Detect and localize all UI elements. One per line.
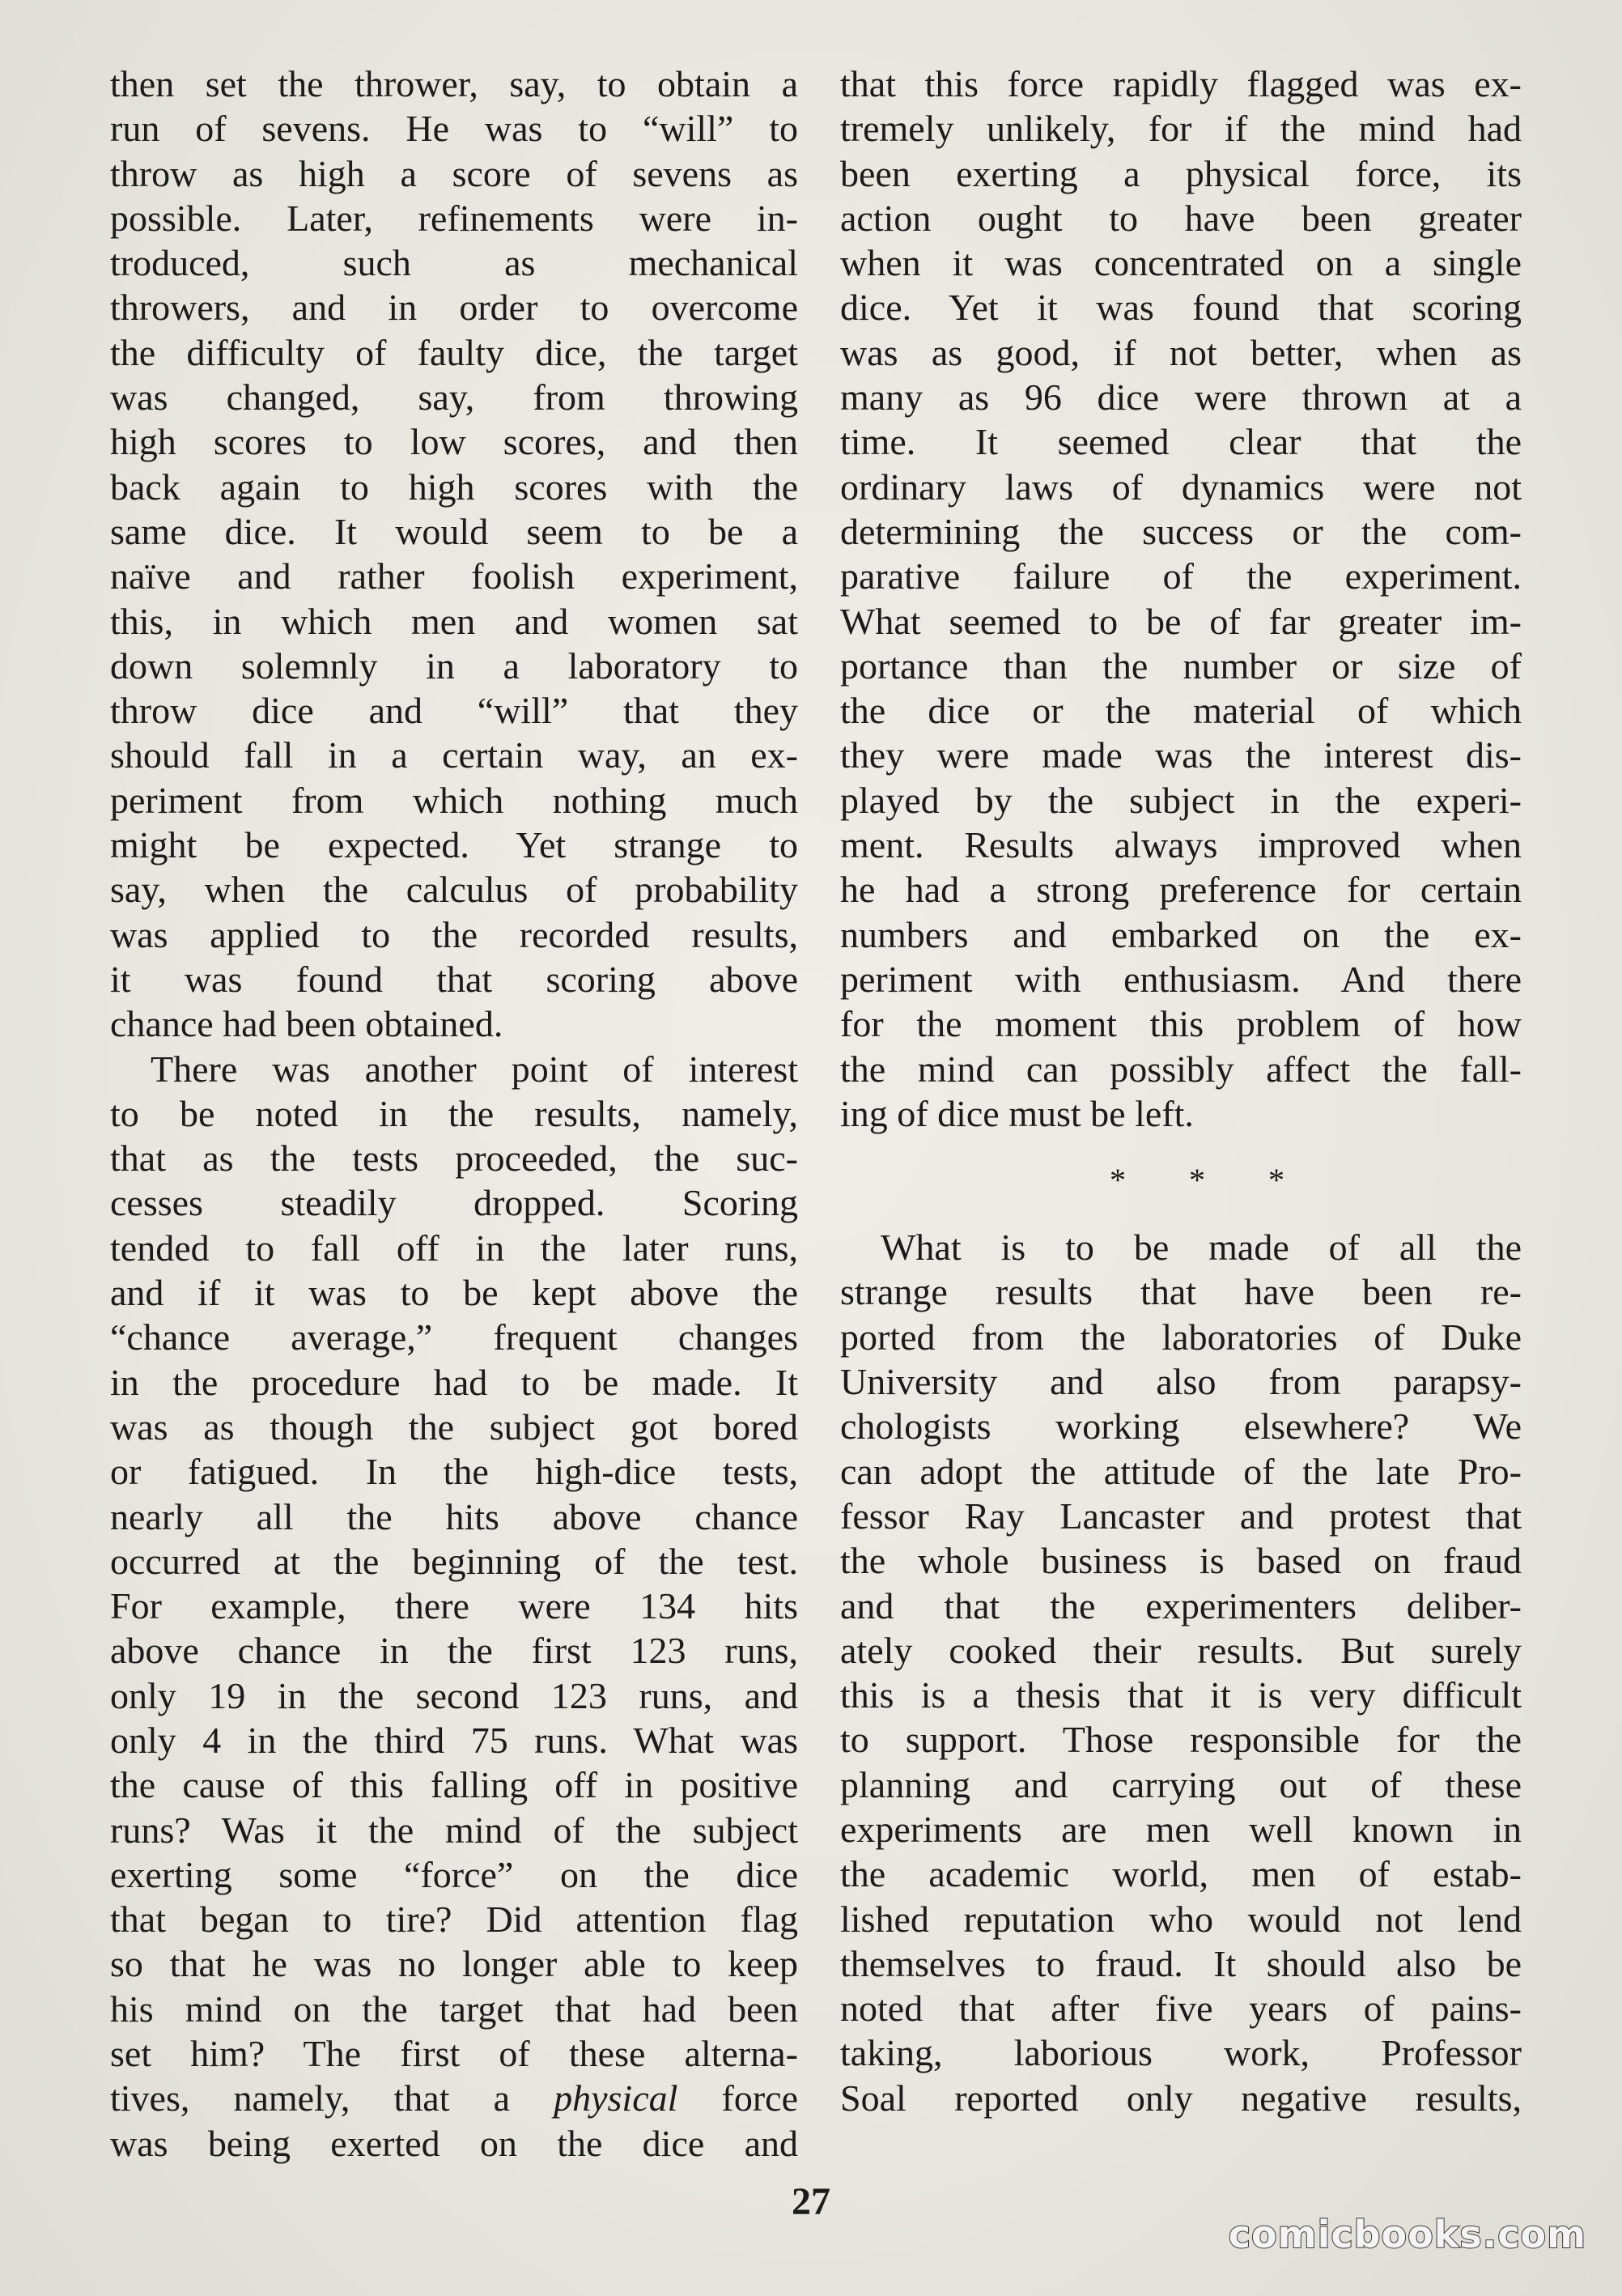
text-line: occurred at the beginning of the test. — [110, 1540, 798, 1582]
text-line: strange results that have been re- — [840, 1271, 1522, 1313]
text-line: For example, there were 134 hits — [110, 1585, 798, 1627]
text-line: tended to fall off in the later runs, — [110, 1227, 798, 1269]
text-line: ment. Results always improved when — [840, 824, 1522, 866]
text-line: possible. Later, refinements were in- — [110, 197, 798, 239]
text-line: that this force rapidly flagged was ex- — [840, 63, 1522, 104]
text-line: this, in which men and women sat — [110, 600, 798, 642]
text-line: played by the subject in the experi- — [840, 779, 1522, 821]
text-segment: tives, namely, that a — [110, 2077, 554, 2120]
text-line: throw dice and “will” that they — [110, 690, 798, 732]
text-line: the mind can possibly affect the fall- — [840, 1048, 1522, 1090]
text-line: the dice or the material of which — [840, 690, 1522, 732]
text-line: only 4 in the third 75 runs. What was — [110, 1719, 798, 1761]
text-line: What seemed to be of far greater im- — [840, 600, 1522, 642]
text-line: can adopt the attitude of the late Pro- — [840, 1450, 1522, 1492]
text-line: action ought to have been greater — [840, 197, 1522, 239]
text-line: down solemnly in a laboratory to — [110, 644, 798, 687]
section-separator — [840, 1136, 1522, 1225]
text-line: chance had been obtained. — [110, 1003, 503, 1045]
text-line: should fall in a certain way, an ex- — [110, 734, 798, 776]
text-line: cesses steadily dropped. Scoring — [110, 1182, 798, 1224]
text-line: experiments are men well known in — [840, 1808, 1522, 1850]
text-line: throw as high a score of sevens as — [110, 152, 798, 194]
text-line: the cause of this falling off in positive — [110, 1764, 798, 1806]
text-line: so that he was no longer able to keep — [110, 1943, 798, 1985]
text-line: only 19 in the second 123 runs, and — [110, 1674, 798, 1716]
text-line: naïve and rather foolish experiment, — [110, 555, 798, 597]
text-line: was applied to the recorded results, — [110, 913, 798, 955]
text-line: for the moment this problem of how — [840, 1003, 1522, 1045]
text-line: was changed, say, from throwing — [110, 376, 798, 419]
text-line: lished reputation who would not lend — [840, 1898, 1522, 1940]
text-line: was as though the subject got bored — [110, 1405, 798, 1448]
text-line: time. It seemed clear that the — [840, 421, 1522, 463]
text-line: University and also from parapsy- — [840, 1361, 1522, 1403]
text-line: they were made was the interest dis- — [840, 734, 1522, 776]
text-line: themselves to fraud. It should also be — [840, 1942, 1522, 1984]
watermark: comicbooks.com — [1228, 2213, 1586, 2256]
page-number: 27 — [792, 2180, 830, 2223]
left-column — [110, 62, 798, 2166]
text-line: his mind on the target that had been — [110, 1988, 798, 2030]
text-line: determining the success or the com- — [840, 510, 1522, 552]
text-line: was being exerted on the dice and — [110, 2122, 798, 2164]
text-line: was as good, if not better, when as — [840, 331, 1522, 373]
text-line: parative failure of the experiment. — [840, 555, 1522, 597]
text-line: and that the experimenters deliber- — [840, 1584, 1522, 1626]
asterisk-icon: * — [1268, 1162, 1284, 1199]
text-line: or fatigued. In the high-dice tests, — [110, 1451, 798, 1493]
text-line: numbers and embarked on the ex- — [840, 913, 1522, 955]
text-line: chologists working elsewhere? We — [840, 1405, 1522, 1448]
text-line: to be noted in the results, namely, — [110, 1092, 798, 1134]
right-column — [840, 62, 1522, 2120]
text-line: ately cooked their results. But surely — [840, 1629, 1522, 1671]
text-line: ported from the laboratories of Duke — [840, 1316, 1522, 1358]
paragraph-start-line: What is to be made of all the — [881, 1227, 1522, 1269]
text-line: he had a strong preference for certain — [840, 869, 1522, 911]
text-line: been exerting a physical force, its — [840, 152, 1522, 194]
text-line: run of sevens. He was to “will” to — [110, 108, 798, 150]
text-line: throwers, and in order to overcome — [110, 287, 798, 329]
text-line: Soal reported only negative results, — [840, 2077, 1522, 2119]
text-line: same dice. It would seem to be a — [110, 510, 798, 552]
text-line: to support. Those responsible for the — [840, 1719, 1522, 1761]
text-line: planning and carrying out of these — [840, 1763, 1522, 1805]
text-line: “chance average,” frequent changes — [110, 1316, 798, 1358]
text-line: it was found that scoring above — [110, 958, 798, 1000]
text-line: periment from which nothing much — [110, 779, 798, 821]
text-line: portance than the number or size of — [840, 644, 1522, 687]
text-line: tremely unlikely, for if the mind had — [840, 108, 1522, 150]
text-line: this is a thesis that it is very difficult — [840, 1674, 1522, 1716]
text-line: periment with enthusiasm. And there — [840, 958, 1522, 1000]
text-line: the whole business is based on fraud — [840, 1540, 1522, 1582]
text-line: the difficulty of faulty dice, the target — [110, 331, 798, 373]
text-line: taking, laborious work, Professor — [840, 2032, 1522, 2074]
text-line: troduced, such as mechanical — [110, 242, 798, 284]
paragraph-start-line: There was another point of interest — [151, 1048, 798, 1090]
text-line: the academic world, men of estab- — [840, 1853, 1522, 1895]
text-line: say, when the calculus of probability — [110, 869, 798, 911]
text-line: exerting some “force” on the dice — [110, 1853, 798, 1895]
text-line: fessor Ray Lancaster and protest that — [840, 1495, 1522, 1537]
text-line: that began to tire? Did attention flag — [110, 1898, 798, 1941]
text-line: runs? Was it the mind of the subject — [110, 1809, 798, 1851]
text-line: noted that after five years of pains- — [840, 1988, 1522, 2030]
text-segment: force — [677, 2077, 798, 2120]
text-line: might be expected. Yet strange to — [110, 824, 798, 866]
text-line: high scores to low scores, and then — [110, 421, 798, 463]
italic-word: physical — [554, 2077, 678, 2120]
text-line: dice. Yet it was found that scoring — [840, 287, 1522, 329]
text-line: back again to high scores with the — [110, 466, 798, 508]
text-line: many as 96 dice were thrown at a — [840, 376, 1522, 419]
text-line: that as the tests proceeded, the suc- — [110, 1137, 798, 1180]
text-line — [110, 2076, 798, 2120]
asterisk-icon: * — [1189, 1162, 1205, 1199]
text-line: nearly all the hits above chance — [110, 1495, 798, 1537]
text-line: in the procedure had to be made. It — [110, 1361, 798, 1403]
text-line: ing of dice must be left. — [840, 1092, 1194, 1134]
text-line: set him? The first of these alterna- — [110, 2033, 798, 2075]
asterisk-icon: * — [1110, 1162, 1126, 1199]
text-line: then set the thrower, say, to obtain a — [110, 63, 798, 104]
text-line: when it was concentrated on a single — [840, 242, 1522, 284]
text-line: ordinary laws of dynamics were not — [840, 466, 1522, 508]
text-line: above chance in the first 123 runs, — [110, 1630, 798, 1672]
text-line: and if it was to be kept above the — [110, 1272, 798, 1314]
